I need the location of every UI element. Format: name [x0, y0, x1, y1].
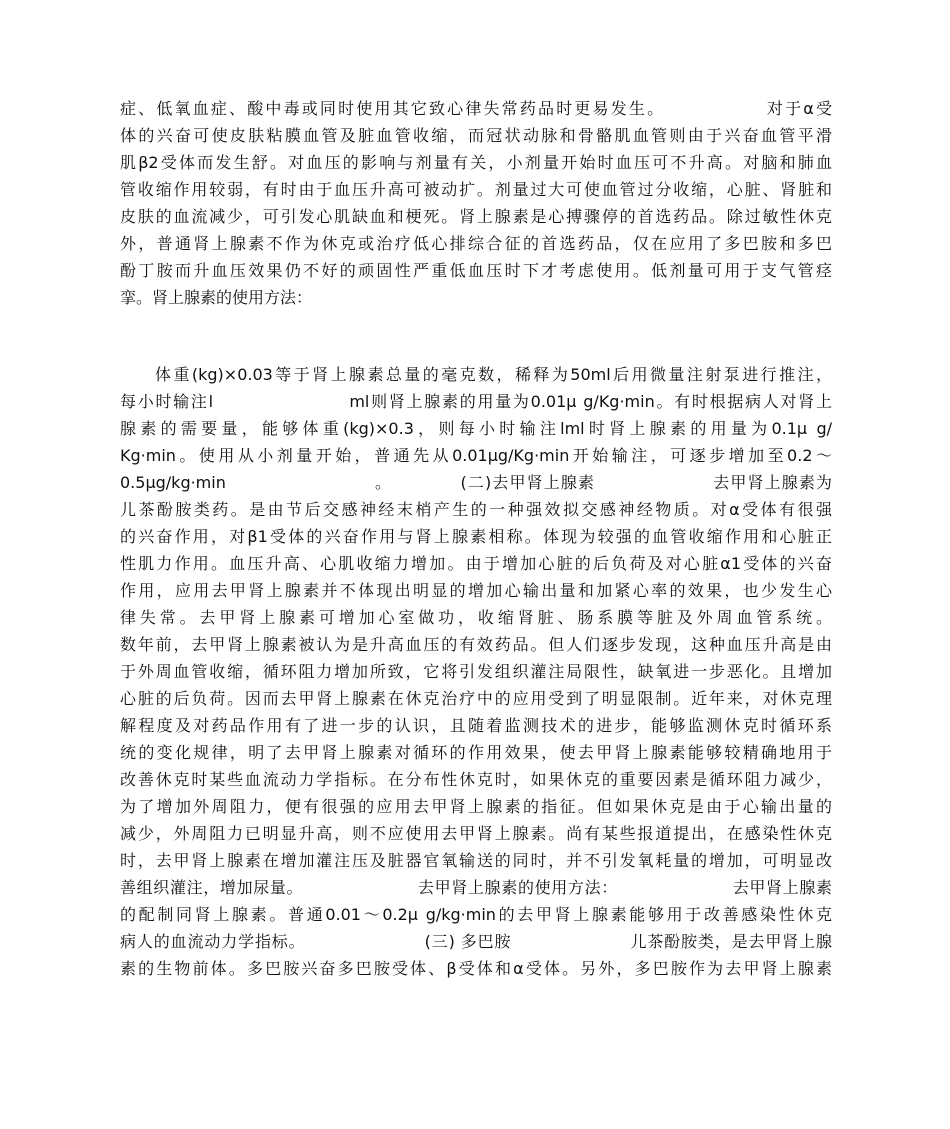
text-line: 减少，外周阻力已明显升高，则不应使用去甲肾上腺素。尚有某些报道提出，在感染性休克 [120, 824, 832, 843]
text-line: 为了增加外周阻力，便有很强的应用去甲肾上腺素的指征。但如果休克是由于心输出量的 [120, 797, 832, 816]
text-line: 的配制同肾上腺素。普通0.01～0.2μ g/kg·min的去甲肾上腺素能够用于改善感染性休克 [120, 905, 832, 924]
text-line: 每小时输注l ml则肾上腺素的用量为0.01μ g/Kg·min。有时根据病人对肾上 [120, 392, 832, 411]
text-line: 统的变化规律，明了去甲肾上腺素对循环的作用效果，使去甲肾上腺素能够较精确地用于 [120, 743, 832, 762]
text-line: 改善休克时某些血流动力学指标。在分布性休克时，如果休克的重要因素是循环阻力减少， [120, 770, 832, 789]
text-line: 挛。肾上腺素的使用方法： [120, 288, 313, 307]
text-line: 儿茶酚胺类药。是由节后交感神经末梢产生的一种强效拟交感神经物质。对α受体有很强 [120, 500, 832, 519]
text-line: 腺素的需要量，能够体重(kg)×0.3，则每小时输注lml时肾上腺素的用量为0.1μ g/ [120, 419, 832, 438]
text-line: Kg·min。使用从小剂量开始，普通先从0.01μg/Kg·min开始输注，可逐步增加至0.2～ [120, 446, 832, 465]
text-line: 于外周血管收缩，循环阻力增加所致，它将引发组织灌注局限性，缺氧进一步恶化。且增加 [120, 662, 832, 681]
text-line: 时，去甲肾上腺素在增加灌注压及脏器官氧输送的同时，并不引发氧耗量的增加，可明显改 [120, 851, 832, 870]
text-line: 症、低氧血症、酸中毒或同时使用其它致心律失常药品时更易发生。 对于α受 [120, 99, 832, 118]
text-line: 外，普通肾上腺素不作为休克或治疗低心排综合征的首选药品，仅在应用了多巴胺和多巴 [120, 234, 832, 253]
text-line: 素的生物前体。多巴胺兴奋多巴胺受体、β受体和α受体。另外，多巴胺作为去甲肾上腺素 [120, 959, 832, 978]
text-line: 管收缩作用较弱，有时由于血压升高可被动扩。剂量过大可使血管过分收缩，心脏、肾脏和 [120, 180, 832, 199]
text-line: 数年前，去甲肾上腺素被认为是升高血压的有效药品。但人们逐步发现，这种血压升高是由 [120, 635, 832, 654]
text-line: 皮肤的血流减少，可引发心肌缺血和梗死。肾上腺素是心搏骤停的首选药品。除过敏性休克 [120, 207, 832, 226]
text-line: 酚丁胺而升血压效果仍不好的顽固性严重低血压时下才考虑使用。低剂量可用于支气管痉 [120, 261, 832, 280]
text-line: 的兴奋作用，对β1受体的兴奋作用与肾上腺素相称。体现为较强的血管收缩作用和心脏正 [120, 527, 832, 546]
text-line: 体重(kg)×0.03等于肾上腺素总量的毫克数，稀释为50ml后用微量注射泵进行推注， [155, 365, 832, 384]
text-line: 肌β2受体而发生舒。对血压的影响与剂量有关，小剂量开始时血压可不升高。对脑和肺血 [120, 153, 832, 172]
text-line: 病人的血流动力学指标。 (三) 多巴胺 儿茶酚胺类，是去甲肾上腺 [120, 932, 832, 951]
text-line: 心脏的后负荷。因而去甲肾上腺素在休克治疗中的应用受到了明显限制。近年来，对休克理 [120, 689, 832, 708]
text-line: 作用，应用去甲肾上腺素并不体现出明显的增加心输出量和加紧心率的效果，也少发生心 [120, 581, 832, 600]
text-line: 性肌力作用。血压升高、心肌收缩力增加。由于增加心脏的后负荷及对心脏α1受体的兴奋 [120, 554, 832, 573]
text-line: 善组织灌注，增加尿量。 去甲肾上腺素的使用方法： 去甲肾上腺素 [120, 878, 832, 897]
text-line: 0.5μg/kg·min 。 (二)去甲肾上腺素 去甲肾上腺素为 [120, 473, 832, 492]
text-line: 体的兴奋可使皮肤粘膜血管及脏血管收缩，而冠状动脉和骨骼肌血管则由于兴奋血管平滑 [120, 126, 832, 145]
text-line: 律失常。去甲肾上腺素可增加心室做功，收缩肾脏、肠系膜等脏及外周血管系统。 [120, 608, 832, 627]
text-line: 解程度及对药品作用有了进一步的认识，且随着监测技术的进步，能够监测休克时循环系 [120, 716, 832, 735]
